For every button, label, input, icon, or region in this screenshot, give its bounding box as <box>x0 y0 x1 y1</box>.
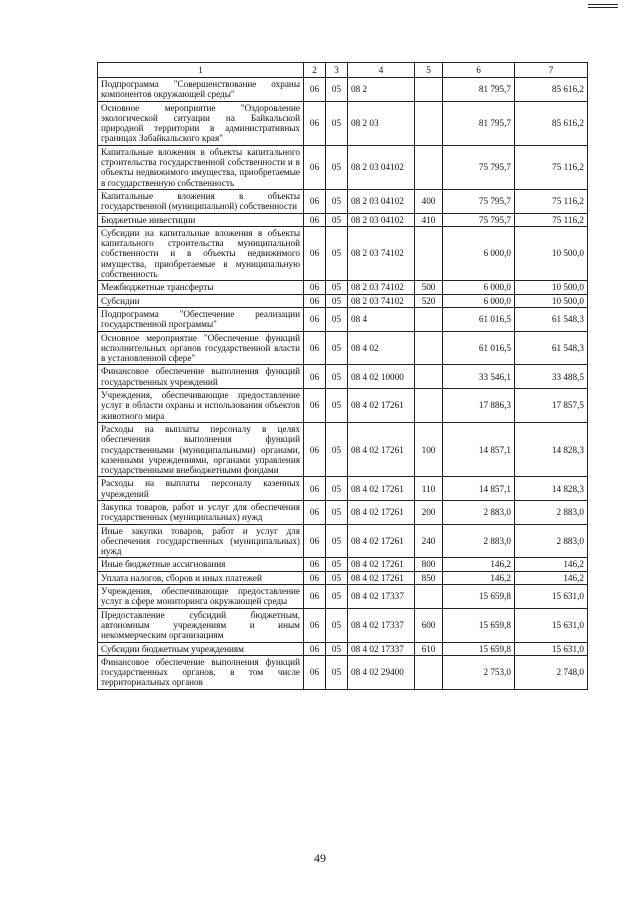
table-header-row <box>98 63 588 78</box>
cell-expense-type <box>415 585 443 609</box>
cell-section: 06 <box>304 145 326 189</box>
table-row <box>98 422 588 476</box>
row-description: Расходы на выплаты персоналу в целях обеспечения выполнения функций государственными (муниципальными) органами, казенными учреждениями, органами управления государственными внебюджетными фондами <box>98 422 304 476</box>
row-description: Бюджетные инвестиции <box>98 213 304 226</box>
row-description: Расходы на выплаты персоналу казенных учреждений <box>98 477 304 501</box>
table-row <box>98 389 588 423</box>
cell-expense-type: 100 <box>415 422 443 476</box>
cell-subsection: 05 <box>326 101 348 145</box>
cell-subsection: 05 <box>326 477 348 501</box>
cell-section: 06 <box>304 477 326 501</box>
cell-amount-year-1: 81 795,7 <box>443 78 515 102</box>
cell-expense-type <box>415 365 443 389</box>
row-description: Субсидии на капитальные вложения в объекты капитального строительства муниципальной собственности и в объекты недвижимого имущества, приобретаемые в муниципальную собственность <box>98 226 304 280</box>
cell-amount-year-2: 85 616,2 <box>515 78 588 102</box>
header-cell: 4 <box>348 63 415 78</box>
cell-section: 06 <box>304 78 326 102</box>
cell-amount-year-1: 75 795,7 <box>443 145 515 189</box>
row-description: Подпрограмма "Обеспечение реализации государственной программы" <box>98 307 304 331</box>
cell-subsection: 05 <box>326 189 348 213</box>
header-cell: 3 <box>326 63 348 78</box>
header-cell: 7 <box>515 63 588 78</box>
cell-amount-year-1: 15 659,8 <box>443 642 515 655</box>
cell-amount-year-2: 2 883,0 <box>515 524 588 558</box>
cell-subsection: 05 <box>326 422 348 476</box>
cell-subsection: 05 <box>326 500 348 524</box>
table-row <box>98 101 588 145</box>
table-row <box>98 524 588 558</box>
cell-amount-year-2: 146,2 <box>515 558 588 571</box>
cell-amount-year-2: 14 828,3 <box>515 477 588 501</box>
row-description: Иные закупки товаров, работ и услуг для обеспечения государственных (муниципальных) нужд <box>98 524 304 558</box>
cell-expense-type <box>415 101 443 145</box>
row-description: Межбюджетные трансферты <box>98 281 304 294</box>
row-description: Основное мероприятие "Оздоровление экологической ситуации на Байкальской природной территории в административных границах Забайкальского края" <box>98 101 304 145</box>
cell-expense-type <box>415 145 443 189</box>
row-description: Уплата налогов, сборов и иных платежей <box>98 571 304 584</box>
cell-subsection: 05 <box>326 642 348 655</box>
cell-target-code: 08 2 <box>348 78 415 102</box>
table-row <box>98 294 588 307</box>
table-row <box>98 571 588 584</box>
cell-amount-year-1: 61 016,5 <box>443 331 515 365</box>
cell-expense-type <box>415 331 443 365</box>
cell-target-code: 08 2 03 74102 <box>348 281 415 294</box>
cell-amount-year-1: 14 857,1 <box>443 422 515 476</box>
table-row <box>98 78 588 102</box>
cell-expense-type: 110 <box>415 477 443 501</box>
cell-section: 06 <box>304 571 326 584</box>
cell-expense-type: 240 <box>415 524 443 558</box>
row-description: Предоставление субсидий бюджетным, автономным учреждениям и иным некоммерческим организациям <box>98 608 304 642</box>
cell-amount-year-1: 14 857,1 <box>443 477 515 501</box>
row-description: Учреждения, обеспечивающие предоставление услуг в сфере мониторинга окружающей среды <box>98 585 304 609</box>
cell-amount-year-1: 6 000,0 <box>443 294 515 307</box>
cell-amount-year-1: 81 795,7 <box>443 101 515 145</box>
budget-table <box>97 62 588 690</box>
cell-subsection: 05 <box>326 281 348 294</box>
cell-subsection: 05 <box>326 78 348 102</box>
cell-amount-year-2: 10 500,0 <box>515 281 588 294</box>
cell-subsection: 05 <box>326 226 348 280</box>
cell-target-code: 08 4 02 17261 <box>348 500 415 524</box>
corner-mark <box>588 4 618 8</box>
cell-subsection: 05 <box>326 331 348 365</box>
header-cell: 6 <box>443 63 515 78</box>
cell-section: 06 <box>304 281 326 294</box>
cell-amount-year-1: 146,2 <box>443 571 515 584</box>
row-description: Финансовое обеспечение выполнения функций государственных органов, в том числе территориальных органов <box>98 655 304 689</box>
cell-section: 06 <box>304 213 326 226</box>
cell-amount-year-2: 17 857,5 <box>515 389 588 423</box>
row-description: Основное мероприятие "Обеспечение функций исполнительных органов государственной власти в установленной сфере" <box>98 331 304 365</box>
table-row <box>98 189 588 213</box>
cell-target-code: 08 2 03 04102 <box>348 213 415 226</box>
cell-amount-year-2: 75 116,2 <box>515 189 588 213</box>
cell-expense-type: 600 <box>415 608 443 642</box>
page-number: 49 <box>314 851 326 865</box>
row-description: Учреждения, обеспечивающие предоставление услуг в области охраны и использования объектов животного мира <box>98 389 304 423</box>
cell-section: 06 <box>304 500 326 524</box>
table-row <box>98 307 588 331</box>
cell-subsection: 05 <box>326 389 348 423</box>
table-row <box>98 331 588 365</box>
cell-expense-type <box>415 226 443 280</box>
cell-section: 06 <box>304 307 326 331</box>
cell-amount-year-2: 75 116,2 <box>515 213 588 226</box>
cell-amount-year-1: 2 883,0 <box>443 500 515 524</box>
cell-expense-type: 520 <box>415 294 443 307</box>
cell-amount-year-2: 2 883,0 <box>515 500 588 524</box>
cell-amount-year-2: 2 748,0 <box>515 655 588 689</box>
table-row <box>98 585 588 609</box>
row-description: Закупка товаров, работ и услуг для обеспечения государственных (муниципальных) нужд <box>98 500 304 524</box>
cell-subsection: 05 <box>326 655 348 689</box>
cell-section: 06 <box>304 365 326 389</box>
row-description: Подпрограмма "Совершенствование охраны компонентов окружающей среды" <box>98 78 304 102</box>
row-description: Иные бюджетные ассигнования <box>98 558 304 571</box>
row-description: Капитальные вложения в объекты государственной (муниципальной) собственности <box>98 189 304 213</box>
cell-amount-year-1: 33 546,1 <box>443 365 515 389</box>
cell-amount-year-1: 75 795,7 <box>443 213 515 226</box>
cell-amount-year-2: 75 116,2 <box>515 145 588 189</box>
cell-amount-year-1: 17 886,3 <box>443 389 515 423</box>
cell-amount-year-1: 2 753,0 <box>443 655 515 689</box>
cell-target-code: 08 2 03 04102 <box>348 145 415 189</box>
cell-expense-type: 800 <box>415 558 443 571</box>
cell-target-code: 08 4 02 17261 <box>348 571 415 584</box>
table-row <box>98 642 588 655</box>
table-row <box>98 145 588 189</box>
cell-expense-type <box>415 389 443 423</box>
cell-amount-year-2: 61 548,3 <box>515 331 588 365</box>
cell-target-code: 08 4 02 29400 <box>348 655 415 689</box>
cell-amount-year-1: 15 659,8 <box>443 585 515 609</box>
row-description: Капитальные вложения в объекты капитального строительства государственной собственности и в объекты недвижимого имущества, приобретаемые в государственную собственность <box>98 145 304 189</box>
cell-amount-year-1: 15 659,8 <box>443 608 515 642</box>
cell-amount-year-2: 33 488,5 <box>515 365 588 389</box>
cell-amount-year-2: 14 828,3 <box>515 422 588 476</box>
cell-target-code: 08 4 02 17261 <box>348 477 415 501</box>
cell-subsection: 05 <box>326 145 348 189</box>
cell-subsection: 05 <box>326 294 348 307</box>
table-row <box>98 500 588 524</box>
cell-target-code: 08 2 03 <box>348 101 415 145</box>
cell-section: 06 <box>304 294 326 307</box>
cell-subsection: 05 <box>326 307 348 331</box>
cell-subsection: 05 <box>326 524 348 558</box>
cell-amount-year-1: 6 000,0 <box>443 226 515 280</box>
cell-section: 06 <box>304 655 326 689</box>
cell-expense-type: 410 <box>415 213 443 226</box>
cell-target-code: 08 4 02 17261 <box>348 558 415 571</box>
cell-section: 06 <box>304 524 326 558</box>
cell-target-code: 08 2 03 74102 <box>348 226 415 280</box>
header-cell: 2 <box>304 63 326 78</box>
cell-amount-year-2: 10 500,0 <box>515 294 588 307</box>
cell-subsection: 05 <box>326 608 348 642</box>
cell-expense-type: 850 <box>415 571 443 584</box>
cell-subsection: 05 <box>326 365 348 389</box>
cell-section: 06 <box>304 585 326 609</box>
cell-target-code: 08 4 02 10000 <box>348 365 415 389</box>
cell-amount-year-2: 10 500,0 <box>515 226 588 280</box>
table-row <box>98 281 588 294</box>
cell-section: 06 <box>304 226 326 280</box>
cell-amount-year-2: 15 631,0 <box>515 608 588 642</box>
cell-amount-year-2: 85 616,2 <box>515 101 588 145</box>
cell-expense-type: 200 <box>415 500 443 524</box>
cell-section: 06 <box>304 331 326 365</box>
cell-amount-year-1: 6 000,0 <box>443 281 515 294</box>
cell-section: 06 <box>304 558 326 571</box>
cell-target-code: 08 2 03 74102 <box>348 294 415 307</box>
cell-subsection: 05 <box>326 213 348 226</box>
cell-section: 06 <box>304 642 326 655</box>
cell-amount-year-2: 15 631,0 <box>515 585 588 609</box>
cell-subsection: 05 <box>326 585 348 609</box>
table-row <box>98 213 588 226</box>
cell-section: 06 <box>304 608 326 642</box>
cell-target-code: 08 4 02 17261 <box>348 389 415 423</box>
cell-section: 06 <box>304 189 326 213</box>
header-cell: 5 <box>415 63 443 78</box>
cell-expense-type: 500 <box>415 281 443 294</box>
cell-subsection: 05 <box>326 571 348 584</box>
cell-section: 06 <box>304 101 326 145</box>
cell-amount-year-1: 146,2 <box>443 558 515 571</box>
cell-target-code: 08 4 02 17261 <box>348 524 415 558</box>
table-row <box>98 226 588 280</box>
table-row <box>98 558 588 571</box>
cell-amount-year-1: 75 795,7 <box>443 189 515 213</box>
cell-target-code: 08 4 <box>348 307 415 331</box>
cell-target-code: 08 4 02 17261 <box>348 422 415 476</box>
row-description: Субсидии бюджетным учреждениям <box>98 642 304 655</box>
cell-expense-type <box>415 307 443 331</box>
cell-amount-year-2: 61 548,3 <box>515 307 588 331</box>
cell-amount-year-2: 146,2 <box>515 571 588 584</box>
row-description: Финансовое обеспечение выполнения функций государственных учреждений <box>98 365 304 389</box>
cell-expense-type: 400 <box>415 189 443 213</box>
cell-expense-type: 610 <box>415 642 443 655</box>
cell-target-code: 08 4 02 17337 <box>348 585 415 609</box>
cell-expense-type <box>415 78 443 102</box>
cell-target-code: 08 4 02 17337 <box>348 642 415 655</box>
cell-section: 06 <box>304 422 326 476</box>
table-row <box>98 365 588 389</box>
cell-section: 06 <box>304 389 326 423</box>
cell-amount-year-1: 61 016,5 <box>443 307 515 331</box>
cell-amount-year-2: 15 631,0 <box>515 642 588 655</box>
table-body <box>98 78 588 690</box>
header-cell: 1 <box>98 63 304 78</box>
cell-expense-type <box>415 655 443 689</box>
cell-target-code: 08 4 02 <box>348 331 415 365</box>
table-row <box>98 608 588 642</box>
cell-amount-year-1: 2 883,0 <box>443 524 515 558</box>
row-description: Субсидии <box>98 294 304 307</box>
cell-target-code: 08 2 03 04102 <box>348 189 415 213</box>
table-row <box>98 655 588 689</box>
cell-target-code: 08 4 02 17337 <box>348 608 415 642</box>
table-row <box>98 477 588 501</box>
cell-subsection: 05 <box>326 558 348 571</box>
